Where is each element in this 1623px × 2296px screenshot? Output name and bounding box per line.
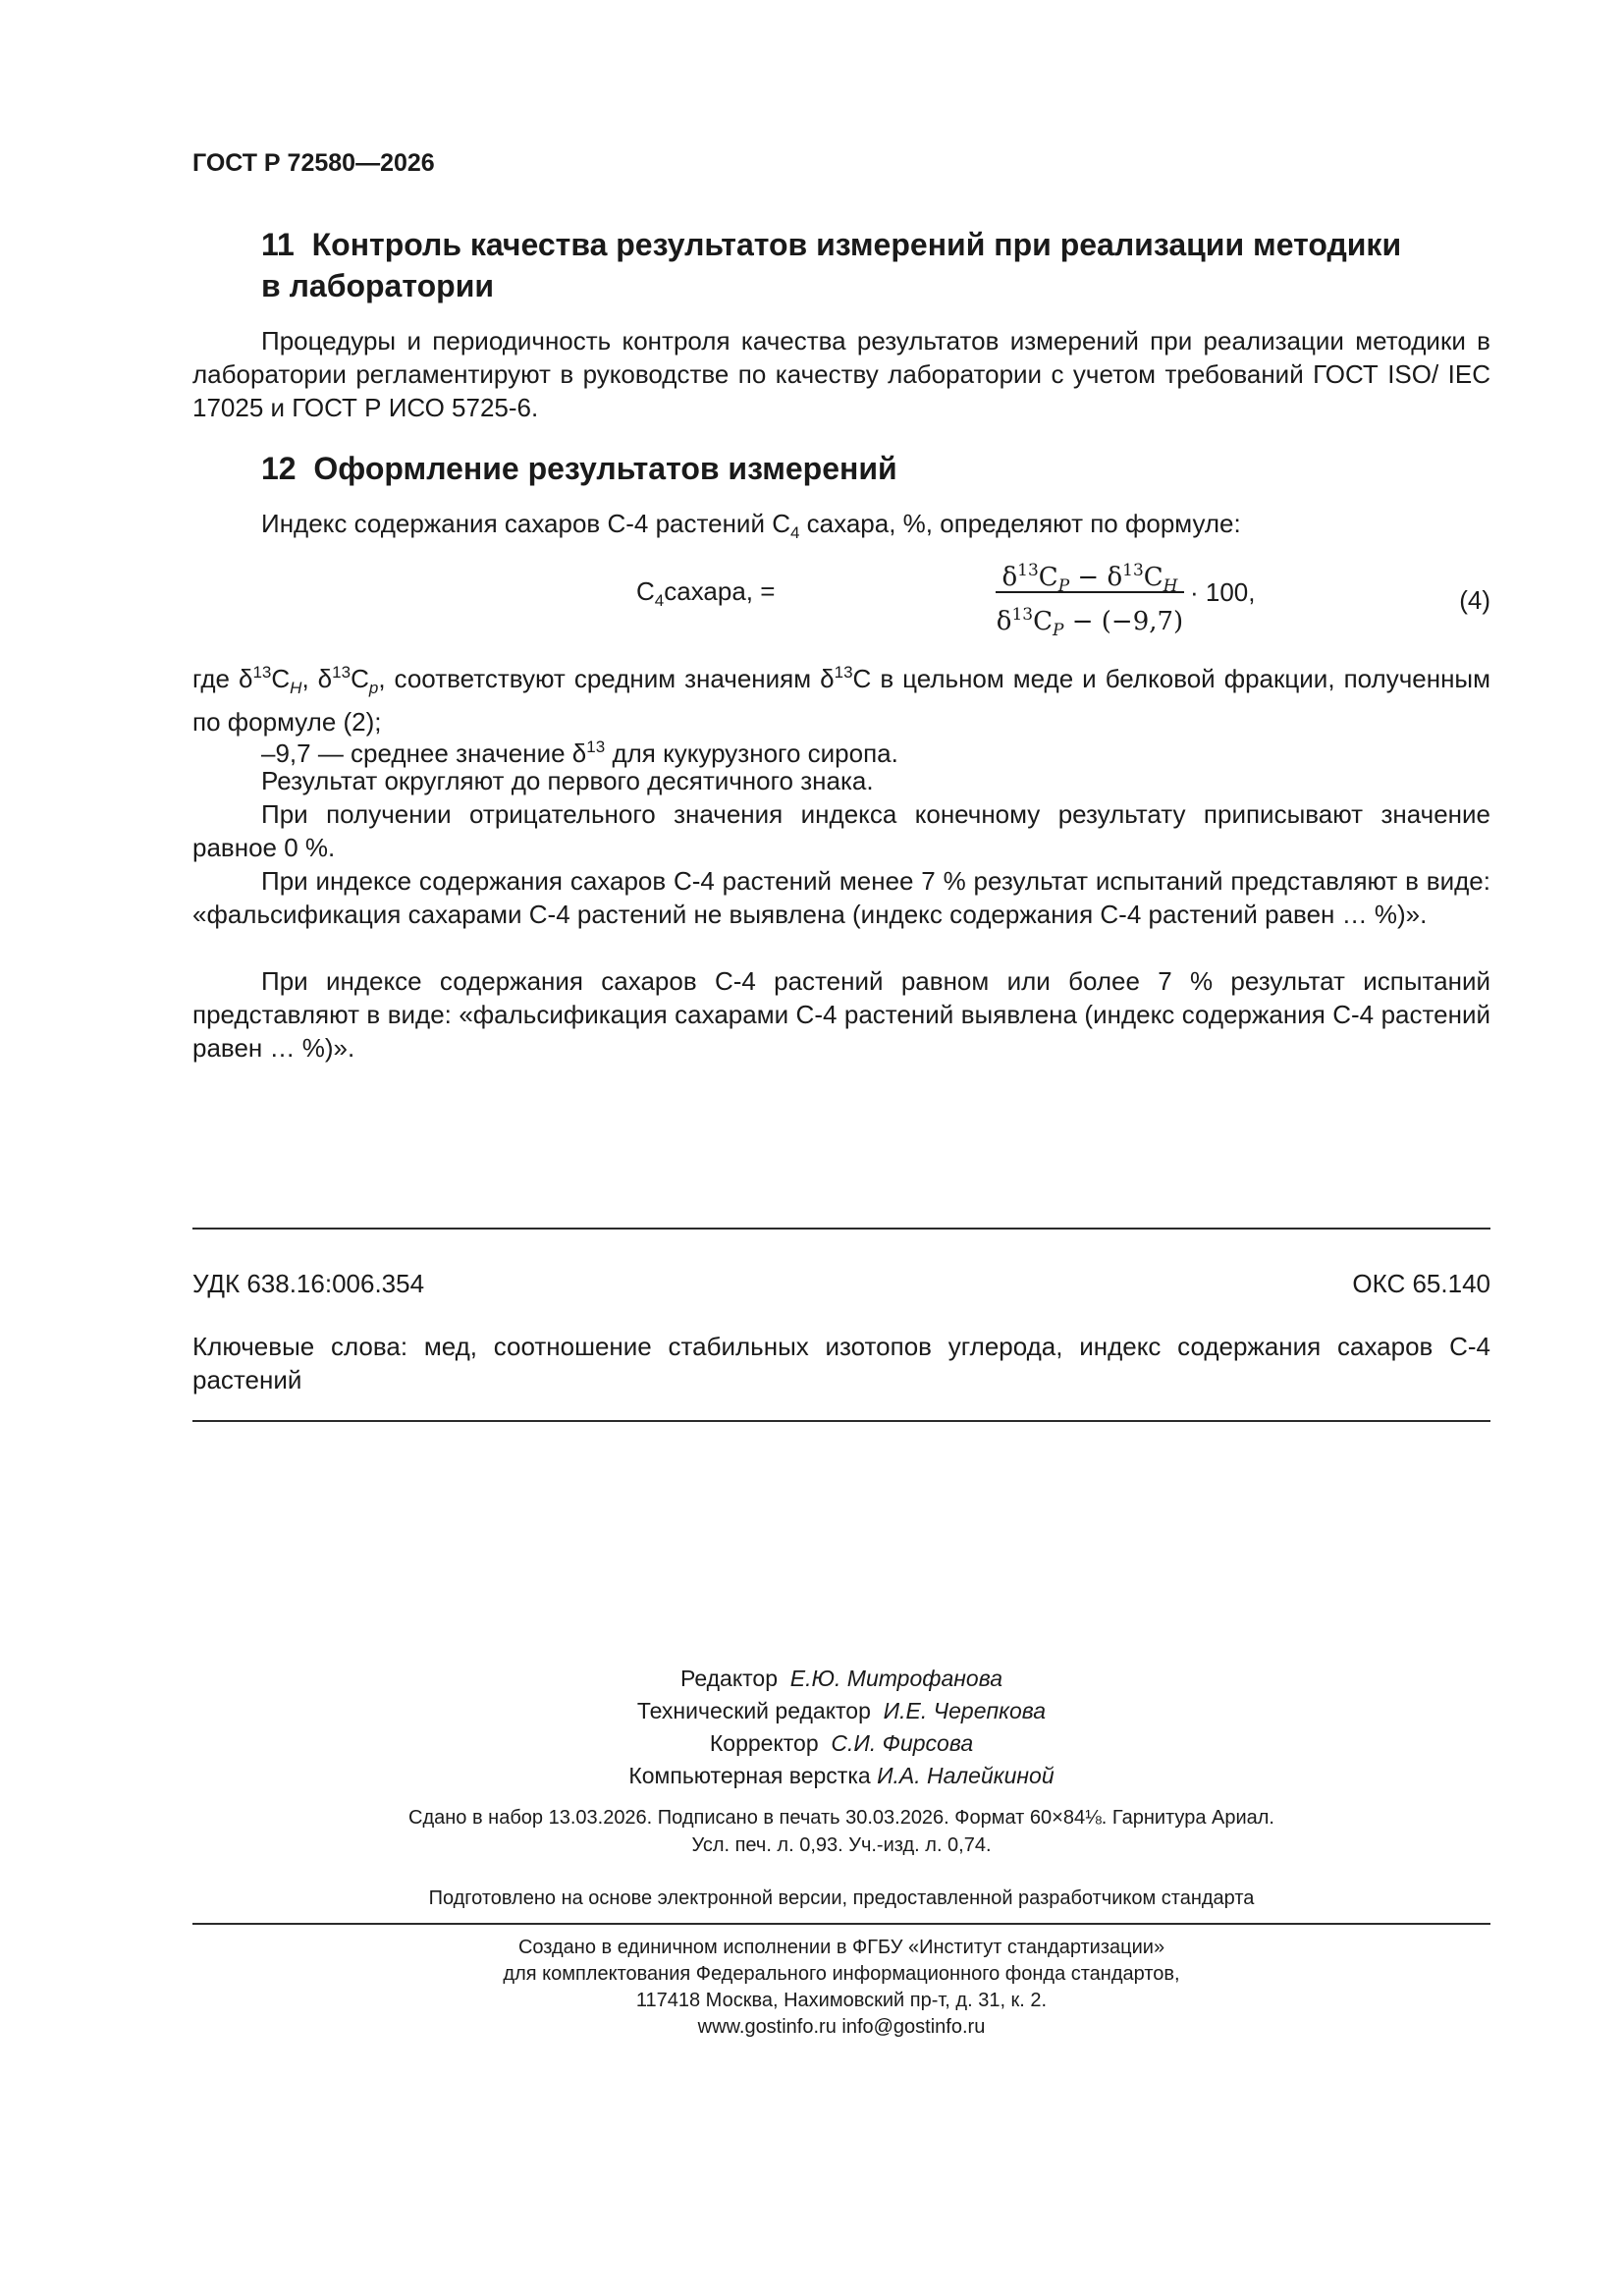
formula-4 <box>192 550 1490 648</box>
formula-where: где $\delta^{13}C_H$, $\delta^{13}C_p$, соответствуют средним значениям $\delta^{13}C$ в цельном меде и белковой фракции, полученным по формуле (2); <box>192 663 1490 737</box>
publisher-line-3: 117418 Москва, Нахимовский пр-т, д. 31, к. 2. <box>635 1990 1048 2011</box>
divider-top <box>192 1228 1490 1230</box>
publisher-line-1: Создано в единичном исполнении в ФГБУ «Институт стандартизации» <box>517 1937 1165 1958</box>
section-11-paragraph: Процедуры и периодичность контроля качества результатов измерений при реализации методики в лаборатории регламентируют в руководстве по качеству лаборатории с учетом требований ГОСТ ISO/ IEC 17025 и ГОСТ Р ИСО 5725-6. <box>192 326 1490 422</box>
layout-line: Компьютерная верстка И.А. Налейкиной <box>628 1763 1055 1788</box>
keywords: Ключевые слова: мед, соотношение стабильных изотопов углерода, индекс содержания сахаров С-4 растений <box>192 1332 1490 1394</box>
document-code: ГОСТ Р 72580—2026 <box>192 149 435 177</box>
section-number: 12 <box>261 451 297 486</box>
formula-lhs: $C_4сахара$, = <box>636 576 776 610</box>
publisher-contacts: www.gostinfo.ru info@gostinfo.ru <box>697 2016 986 2038</box>
divider-bottom <box>192 1420 1490 1422</box>
corrector-line: Корректор С.И. Фирсова <box>709 1730 974 1756</box>
prepared-note: Подготовлено на основе электронной версии, предоставленной разработчиком стандарта <box>428 1887 1255 1909</box>
print-line-2: Усл. печ. л. 0,93. Уч.-изд. л. 0,74. <box>691 1834 992 1856</box>
fraction-numerator: $\delta^{13}C_P - \delta^{13}C_H$ <box>1001 561 1178 596</box>
tech-editor-line: Технический редактор И.Е. Черепкова <box>636 1698 1047 1723</box>
print-line-1: Сдано в набор 13.03.2026. Подписано в печать 30.03.2026. Формат 60×84⅛. Гарнитура Ариал. <box>408 1807 1274 1829</box>
udk-code: УДК 638.16:006.354 <box>192 1269 425 1298</box>
note-minus-9-7: –9,7 — среднее значение $\delta^{13}$ для кукурузного сиропа. <box>261 738 898 768</box>
oks-code: ОКС 65.140 <box>1352 1269 1490 1298</box>
editorial-staff <box>192 1663 1490 1792</box>
publisher-line-2: для комплектования Федерального информационного фонда стандартов, <box>503 1963 1180 1985</box>
formula-rhs: · 100, <box>1190 577 1256 607</box>
print-info <box>192 1804 1490 1859</box>
paragraph-less-than-7: При индексе содержания сахаров С-4 растений менее 7 % результат испытаний представляют в виде: «фальсификация сахарами С-4 растений не выявлена (индекс содержания С-4 растений равен … %)». <box>192 866 1490 929</box>
section-title-line1: Контроль качества результатов измерений при реализации методики <box>311 227 1402 262</box>
formula-number: (4) <box>1459 585 1490 615</box>
formula-fraction <box>992 550 1188 640</box>
section-12-title <box>261 448 897 489</box>
classification-row <box>192 1267 1490 1300</box>
section-11-title <box>261 224 1401 306</box>
publisher-info <box>192 1935 1490 2041</box>
section-title-line2: в лаборатории <box>261 268 495 303</box>
section-title: Оформление результатов измерений <box>313 451 897 486</box>
fraction-denominator: $\delta^{13}C_P - (-9,7)$ <box>996 605 1184 640</box>
paragraph-rounding: Результат округляют до первого десятичного знака. <box>261 766 874 795</box>
section-number: 11 <box>261 227 295 262</box>
editor-line: Редактор Е.Ю. Митрофанова <box>679 1666 1002 1691</box>
divider-imprint <box>192 1923 1490 1925</box>
paragraph-more-than-7: При индексе содержания сахаров С-4 растений равном или более 7 % результат испытаний представляют в виде: «фальсификация сахарами С-4 растений выявлена (индекс содержания С-4 растений равен … %)». <box>192 966 1490 1063</box>
paragraph-negative: При получении отрицательного значения индекса конечному результату приписывают значение равное 0 %. <box>192 799 1490 862</box>
formula-intro: Индекс содержания сахаров С-4 растений $С_4$ сахара, %, определяют по формуле: <box>261 509 1241 542</box>
